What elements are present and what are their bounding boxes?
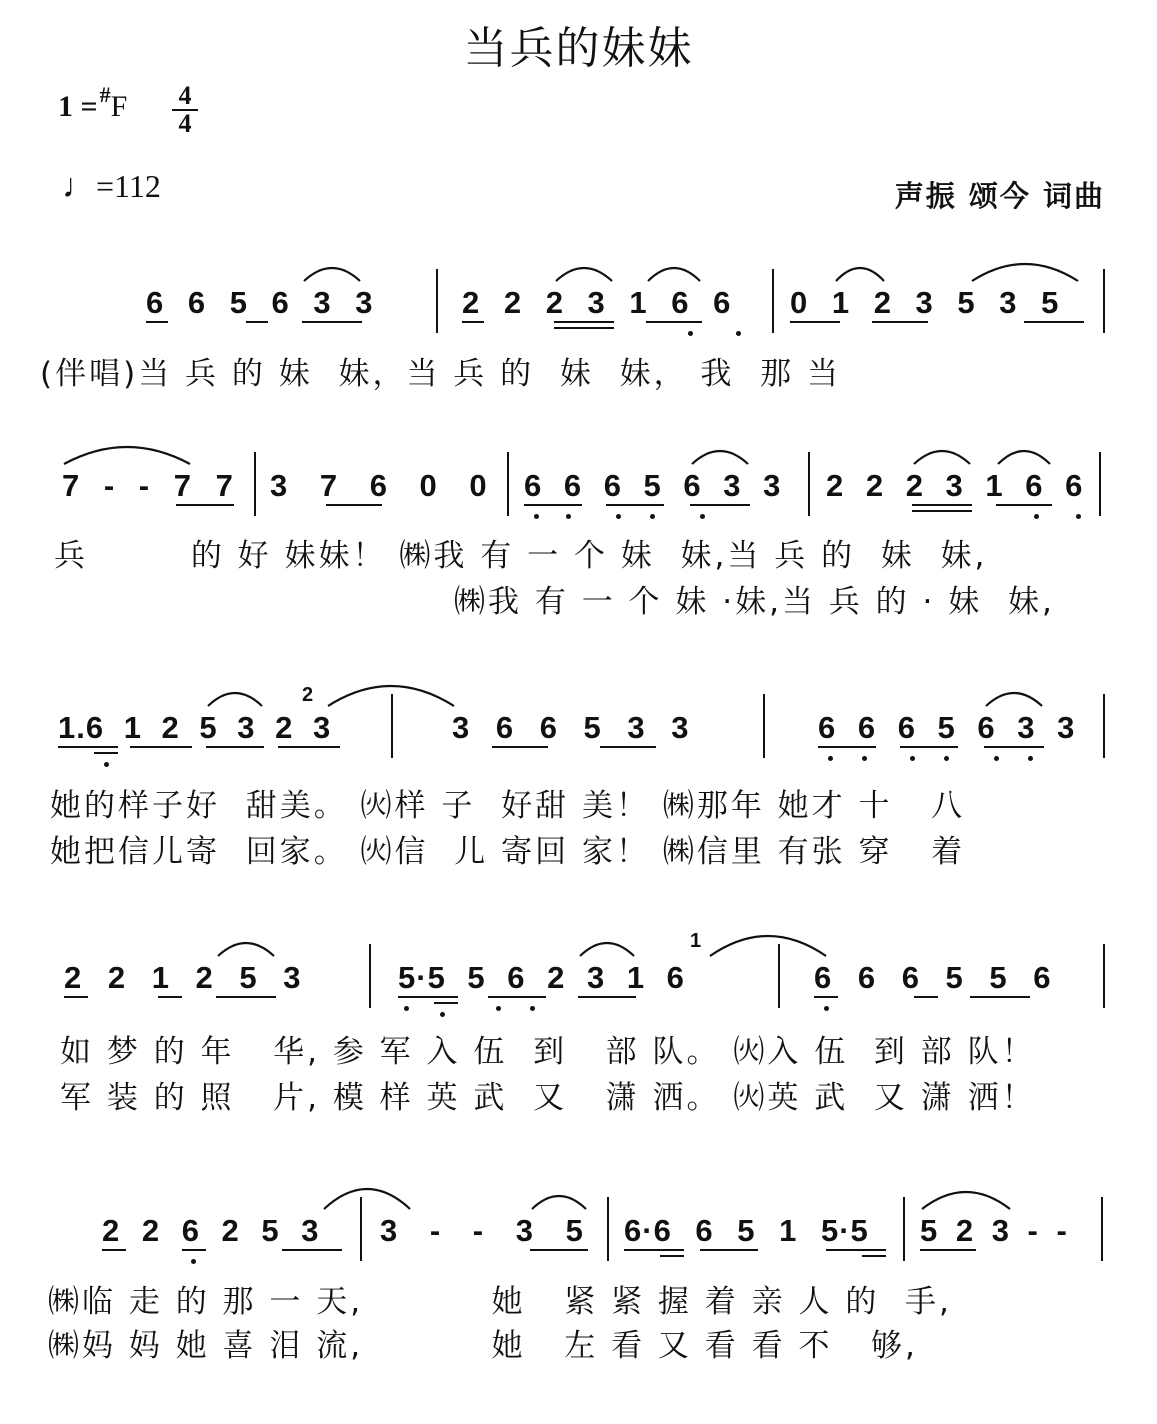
system-5: [0, 1183, 1157, 1273]
underline: [58, 746, 118, 748]
octave-dot: [191, 1259, 196, 1264]
slur: [920, 1185, 1012, 1211]
underline: [700, 1249, 758, 1251]
underline: [206, 746, 264, 748]
underline: [102, 1249, 126, 1251]
underline: [912, 510, 972, 512]
slur: [554, 261, 614, 283]
underline: [912, 504, 972, 506]
octave-dot: [566, 514, 571, 519]
octave-dot: [404, 1006, 409, 1011]
slur: [216, 936, 276, 958]
slur: [646, 261, 702, 283]
slur: [984, 686, 1044, 708]
lyric-line: ㈱我 有 一 个 妹 ·妹,当 兵 的 · 妹 妹,: [454, 584, 1055, 620]
measure-notes: 2 2 1 2 5 3: [64, 960, 302, 995]
measure-notes: 0 1 2 3 5 3 5: [790, 285, 1060, 320]
sharp-symbol: #: [99, 82, 111, 107]
underline: [176, 504, 234, 506]
lyric-line: ㈱临 走 的 那 一 天, 她 紧 紧 握 着 亲 人 的 手,: [48, 1284, 952, 1320]
slur: [996, 444, 1052, 466]
octave-dot: [1034, 514, 1039, 519]
grace-note: 1: [690, 930, 702, 952]
lyric-line: (伴唱)当 兵 的 妹 妹，当 兵 的 妹 妹， 我 那 当: [40, 356, 841, 392]
underline: [814, 996, 838, 998]
underline: [282, 1249, 342, 1251]
slur: [970, 257, 1080, 283]
key-prefix: 1 =: [58, 90, 98, 123]
underline: [462, 321, 484, 323]
measure-notes: 7 - - 7 7: [62, 468, 234, 503]
measure-notes: 2 2 6 2 5 3: [102, 1213, 320, 1248]
measure-notes: 6 6 5 6 3 3: [146, 285, 374, 320]
octave-dot: [530, 1006, 535, 1011]
underline: [660, 1255, 684, 1257]
underline: [302, 321, 362, 323]
time-signature-bottom: 4: [178, 109, 192, 138]
octave-dot: [944, 756, 949, 761]
bar-line: [1103, 694, 1105, 758]
measure-notes: 2 2 2 3 1 6 6: [826, 468, 1084, 503]
slur: [62, 440, 192, 466]
underline: [158, 996, 182, 998]
underline: [326, 504, 382, 506]
slur: [322, 1181, 412, 1211]
octave-dot: [1028, 756, 1033, 761]
underline: [182, 1249, 206, 1251]
underline: [646, 321, 702, 323]
lyric-line: 如 梦 的 年 华, 参 军 入 伍 到 部 队。 ㈫入 伍 到 部 队！: [60, 1034, 1036, 1070]
underline: [434, 1002, 458, 1004]
tempo-value: =112: [96, 168, 161, 204]
underline: [554, 321, 614, 323]
octave-dot: [828, 756, 833, 761]
bar-line: [763, 694, 765, 758]
slur: [690, 444, 750, 466]
octave-dot: [534, 514, 539, 519]
slur: [834, 261, 886, 283]
slur: [578, 936, 636, 958]
underline: [872, 321, 928, 323]
tempo-marking: [62, 168, 161, 206]
underline: [914, 996, 938, 998]
octave-dot: [616, 514, 621, 519]
underline: [130, 746, 192, 748]
bar-line: [1103, 944, 1105, 1008]
bar-line: [507, 452, 509, 516]
underline: [970, 996, 1030, 998]
underline: [530, 1249, 588, 1251]
key-note: F: [110, 90, 128, 123]
system-2: [0, 438, 1157, 528]
octave-dot: [736, 331, 741, 336]
key-signature: [58, 82, 127, 124]
underline: [488, 996, 546, 998]
bar-line: [436, 269, 438, 333]
lyric-line: 军 装 的 照 片, 模 样 英 武 又 潇 洒。 ㈫英 武 又 潇 洒！: [60, 1080, 1036, 1116]
measure-notes: 3 7 6 0 0: [270, 468, 488, 503]
slur: [206, 686, 264, 708]
underline: [624, 1249, 684, 1251]
slur: [302, 261, 362, 283]
slur: [530, 1189, 588, 1211]
octave-dot: [650, 514, 655, 519]
octave-dot: [994, 756, 999, 761]
measure-notes: 6 6 6 5 5 6: [814, 960, 1052, 995]
underline: [920, 1249, 976, 1251]
underline: [900, 746, 958, 748]
measure-notes: 3 6 6 5 3 3: [452, 710, 690, 745]
underline: [578, 996, 636, 998]
bar-line: [772, 269, 774, 333]
bar-line: [808, 452, 810, 516]
octave-dot: [440, 1012, 445, 1017]
grace-note: 2: [302, 684, 314, 706]
lyric-line: 她的样子好 甜美。 ㈫样 子 好甜 美！ ㈱那年 她才 十 八: [50, 788, 966, 824]
underline: [278, 746, 340, 748]
underline: [64, 996, 88, 998]
credits: 声振 颂今 词曲: [894, 179, 1105, 213]
lyric-line: 兵 的 好 妹妹！ ㈱我 有 一 个 妹 妹,当 兵 的 妹 妹,: [54, 538, 988, 574]
underline: [146, 321, 168, 323]
time-signature-top: 4: [178, 81, 192, 110]
bar-line: [1101, 1197, 1103, 1261]
underline: [600, 746, 656, 748]
underline: [606, 504, 664, 506]
slur: [708, 928, 828, 958]
system-1: [0, 255, 1157, 345]
measure-notes: 6 6 6 5 6 3 3: [818, 710, 1076, 745]
underline: [554, 327, 614, 329]
slur: [912, 444, 972, 466]
underline: [818, 746, 876, 748]
song-title: 当兵的妹妹: [463, 23, 694, 74]
octave-dot: [700, 514, 705, 519]
underline: [216, 996, 276, 998]
bar-line: [1099, 452, 1101, 516]
measure-notes: 3 - - 3 5: [380, 1213, 584, 1248]
system-3: [0, 680, 1157, 770]
bar-line: [903, 1197, 905, 1261]
underline: [524, 504, 582, 506]
underline: [492, 746, 548, 748]
octave-dot: [496, 1006, 501, 1011]
underline: [826, 1249, 886, 1251]
underline: [246, 321, 268, 323]
octave-dot: [104, 762, 109, 767]
measure-notes: 5·5 5 6 2 3 1 6: [398, 960, 685, 995]
underline: [984, 746, 1044, 748]
slur: [326, 678, 456, 708]
bar-line: [254, 452, 256, 516]
lyric-line: ㈱妈 妈 她 喜 泪 流, 她 左 看 又 看 看 不 够,: [48, 1328, 918, 1364]
lyric-line: 她把信儿寄 回家。 ㈫信 儿 寄回 家！ ㈱信里 有张 穿 着: [50, 834, 966, 870]
octave-dot: [688, 331, 693, 336]
bar-line: [369, 944, 371, 1008]
underline: [1024, 321, 1084, 323]
measure-notes: 5 2 3 - -: [920, 1213, 1068, 1248]
octave-dot: [824, 1006, 829, 1011]
system-4: [0, 930, 1157, 1020]
underline: [94, 752, 118, 754]
measure-notes: 1.6 1 2 5 3 2 3: [58, 710, 332, 745]
measure-notes: 2 2 2 3 1 6 6: [462, 285, 732, 320]
measure-notes: 6·6 6 5 1 5·5: [624, 1213, 869, 1248]
underline: [790, 321, 840, 323]
octave-dot: [910, 756, 915, 761]
measure-notes: 6 6 6 5 6 3 3: [524, 468, 782, 503]
octave-dot: [862, 756, 867, 761]
octave-dot: [1076, 514, 1081, 519]
bar-line: [607, 1197, 609, 1261]
bar-line: [1103, 269, 1105, 333]
time-signature: [172, 81, 198, 138]
underline: [996, 504, 1052, 506]
underline: [690, 504, 750, 506]
quarter-note-icon: ♩: [62, 168, 96, 205]
underline: [398, 996, 458, 998]
underline: [862, 1255, 886, 1257]
